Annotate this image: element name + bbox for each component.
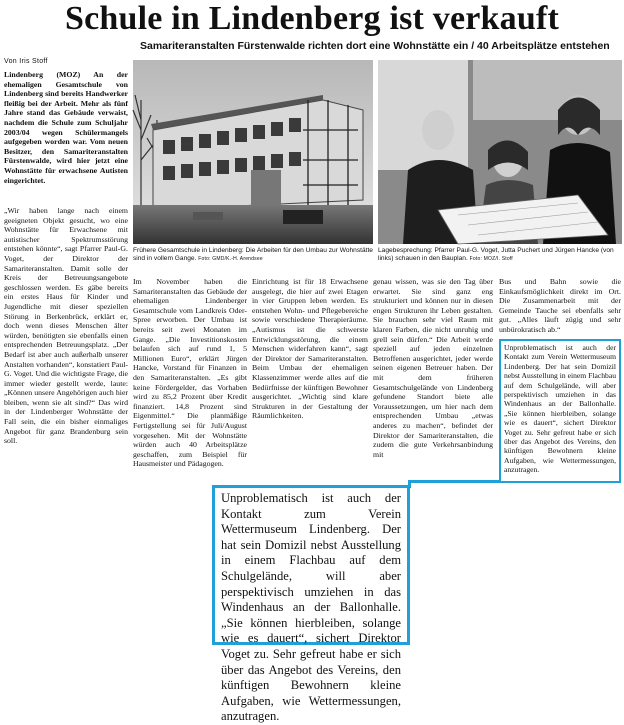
photo-2-caption <box>378 247 622 273</box>
column-2-body: Im November haben die Samariteranstalten das Gebäude der ehemaligen Lindenberger Gesamtschule vom Landkreis Oder-Spree erworben. Der Umbau ist bereits seit zwei Monaten im Gange. „Die Investitionskosten belaufen sich auf rund 1, 5 Millionen Euro“, erklärt Jürgen Hancke, Vorstand für Finanzen in den Samariteranstalten. „Es gibt keine Fördergelder, das Vorhaben wird zu 85,2 Prozent über Kredit finanziert. 14,8 Prozent sind Eigenmittel.“ Die planmäßige Fertigstellung sei für Juli/August vorgesehen. Mit der Wohnstätte würden auch 40 Arbeitsplätze geschaffen, zum Beispiel für Hausmeister und Pädagogen. <box>133 277 247 469</box>
highlight-source-box <box>499 339 621 483</box>
column-3-body: Einrichtung ist für 18 Erwachsene ausgelegt, die hier auf zwei Etagen in vier Gruppen leben werden. Es entstehen Wohn- und Pflegebereiche sowie verschiedene Therapieräume. „Autismus ist die schwerste Entwicklungsstörung, die einem Menschen widerfahren kann“, sagt der Direktor der Samariteranstalten. Beim Umbau der ehemaligen Klassenzimmer werde alles auf die Bedürfnisse der künftigen Bewohner ausgerichtet. „Wichtig sind klare Strukturen in der Gestaltung der Räumlichkeiten. <box>252 277 368 421</box>
photo-1-caption <box>133 247 373 273</box>
photo-1-credit: Foto: GMD/K.-H. Arendsee <box>198 256 263 263</box>
highlight-connector-top <box>410 480 501 483</box>
highlight-zoom-text: Unproblematisch ist auch der Kontakt zum Verein Wettermuseum Lindenberg. Der hat sein Domizil nebst Ausstellung in einem Flachbau auf dem Schulgelände, will aber perspektivisch umziehen in das Windenhaus an der Ballonhalle. „Sie können hierbleiben, solange wie es dauert“, sichert Direktor Voget zu. Sehr gefreut habe er sich über das Angebot des Vereins, den künftigen Bewohnern kleine Aufgaben, wie Wettermessungen, anzutragen. <box>221 491 401 724</box>
highlight-zoom-box <box>212 485 410 724</box>
photo-2-caption-text: Lagebesprechung: Pfarrer Paul-G. Voget, Jutta Puchert und Jürgen Hancke (von links) schauen in den Bauplan. <box>378 247 614 263</box>
subheadline: Samariteranstalten Fürstenwalde richten dort eine Wohnstätte ein / 40 Arbeitsplätze entstehen <box>140 40 610 52</box>
meeting-photo <box>378 60 622 244</box>
photo-1-caption-text: Frühere Gesamtschule in Lindenberg: Die Arbeiten für den Umbau zur Wohnstätte sind in vollem Gange. <box>133 247 373 263</box>
column-1-body: „Wir haben lange nach einem geeigneten Objekt gesucht, wo eine Wohnstätte für Erwachsene mit autistischer Spektrumsstörung entstehen könnte“, sagt Pfarrer Paul-G. Voget, der Direktor der Samariteranstalten. Damit solle der Kreis der Betreuungsangebote geschlossen werden. Es gäbe bereits ein erstes Haus für Kinder und Jugendliche mit dieser speziellen Störung in Berkenbrück, erklärt er, doch wenn dieses Menschen älter würden, benötigten sie ebenfalls einen entsprechenden Betreuungsplatz. „Der Bedarf ist aber auch außerhalb unserer Anstalten vorhanden“, konstatiert Paul-G. Voget. Und die wichtigste Frage, die immer wieder gestellt werde, laute: „Können unsere Angehörigen auch hier bleiben, wenn sie alt sind?“ Das wird in der Lindenberger Wohnstätte der Fall sein, die ein bisher einmaliges Angebot für ganz Brandenburg sein soll. <box>4 206 128 446</box>
byline: Von Iris Stoff <box>4 58 48 65</box>
headline: Schule in Lindenberg ist verkauft <box>65 0 559 37</box>
column-4-body: genau wissen, was sie den Tag über erwartet. Sie sind ganz eng strukturiert und können nur in diesen engen Strukturen ihr Leben gestalten. Sie brauchen sehr viel Raum mit klaren Farben, die nicht unruhig und grell sein dürfen.“ Die Arbeit werde speziell auf jeden einzelnen Betroffenen ausgerichtet, jeder werde seinen eigenen Betreuer haben. Der mit dem früheren Gesamtschulgelände von Lindenberg gefundene Standort biete alle Voraussetzungen, um hier nach dem entsprechenden Umbau „etwas anderes zu machen“, befindet der Direktor der Samariteranstalten, die zudem die gute Verkehrsanbindung mit <box>373 277 493 459</box>
photo-2-credit: Foto: MOZ/I. Stoff <box>469 256 513 263</box>
column-5-body: Bus und Bahn sowie die Einkaufsmöglichkeit direkt im Ort. Die Zusammenarbeit mit der Gemeinde Tauche sei ebenfalls sehr gut. „Alles läuft zügig und sehr unbürokratisch ab.“ <box>499 277 621 334</box>
lead-paragraph: Lindenberg (MOZ) An der ehemaligen Gesamtschule von Lindenberg sind bereits Handwerker fleißig bei der Arbeit. Mehr als fünf Jahre stand das Gebäude verwaist, nachdem die Schule zum Schuljahr 2003/04 wegen Schülermangels aufgegeben worden war. Vom neuen Besitzer, den Samariteranstalten Fürstenwalde, wird hier jetzt eine Wohnstätte für erwachsene Autisten eingerichtet. <box>4 70 128 185</box>
school-building-photo <box>133 60 373 244</box>
highlight-source-text: Unproblematisch ist auch der Kontakt zum Verein Wettermuseum Lindenberg. Der hat sein Domizil nebst Ausstellung in einem Flachbau auf dem Schulgelände, will aber perspektivisch umziehen in das Windenhaus an der Ballonhalle. „Sie können hierbleiben, solange wie es dauert“, sichert Direktor Voget zu. Sehr gefreut habe er sich über das Angebot des Vereins, den künftigen Bewohnern kleine Aufgaben, wie Wettermessungen, anzutragen. <box>504 343 616 475</box>
